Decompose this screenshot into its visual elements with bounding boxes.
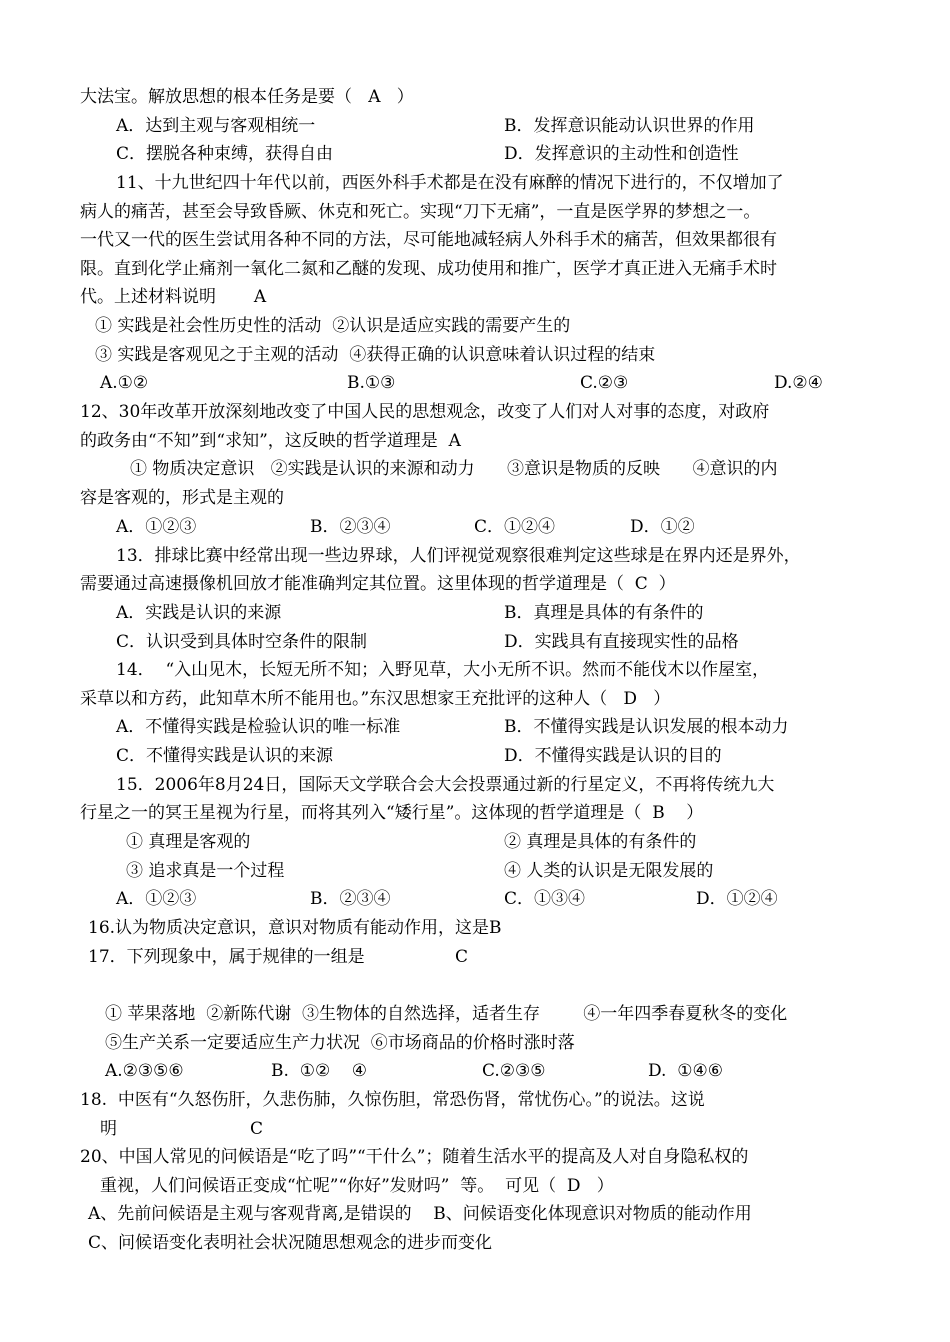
text-line: 限。直到化学止痛剂一氧化二氮和乙醚的发现、成功使用和推广，医学才真正进入无痛手术时 [80, 259, 777, 279]
text-line: 采草以和方药，此知草木所不能用也。”东汉思想家王充批评的这种人（ D ） [80, 689, 671, 709]
text-line: C．不懂得实践是认识的来源 [116, 746, 334, 766]
text-line: A.①② [100, 373, 149, 393]
text-line: D. ①④⑥ [648, 1061, 723, 1081]
text-line: D．不懂得实践是认识的目的 [504, 746, 722, 766]
text-line: 明 [100, 1119, 117, 1139]
text-line: A．①②③ [116, 517, 197, 537]
text-line: ① 苹果落地 ②新陈代谢 ③生物体的自然选择，适者生存 ④一年四季春夏秋冬的变化 [105, 1004, 788, 1024]
text-line: D．发挥意识的主动性和创造性 [504, 144, 739, 164]
text-line: A．不懂得实践是检验认识的唯一标准 [116, 717, 401, 737]
text-line: 18. 中医有“久怒伤肝，久悲伤肺，久惊伤胆，常恐伤肾，常忧伤心。”的说法。这说 [80, 1090, 705, 1110]
text-line: A．实践是认识的来源 [116, 603, 282, 623]
text-line: B. ①② ④ [271, 1061, 368, 1081]
text-line: A、先前问候语是主观与客观背离,是错误的 B、问候语变化体现意识对物质的能动作用 [88, 1204, 752, 1224]
text-line: ① 实践是社会性历史性的活动 ②认识是适应实践的需要产生的 [95, 316, 571, 336]
text-line: 11、十九世纪四十年代以前，西医外科手术都是在没有麻醉的情况下进行的，不仅增加了 [116, 173, 784, 193]
text-line: ① 物质决定意识 ②实践是认识的来源和动力 ③意识是物质的反映 ④意识的内 [130, 459, 778, 479]
text-line: C.②③⑤ [482, 1061, 546, 1081]
text-line: 病人的痛苦，甚至会导致昏厥、休克和死亡。实现“刀下无痛”，一直是医学界的梦想之一。 [80, 202, 761, 222]
text-line: B．不懂得实践是认识发展的根本动力 [504, 717, 789, 737]
text-line: C.②③ [580, 373, 629, 393]
text-line: 13．排球比赛中经常出现一些边界球，人们评视觉观察很难判定这些球是在界内还是界外， [116, 546, 801, 566]
text-line: C．摆脱各种束缚，获得自由 [116, 144, 334, 164]
text-line: D.②④ [774, 373, 823, 393]
text-line: 容是客观的，形式是主观的 [80, 488, 284, 508]
text-line: A.②③⑤⑥ [105, 1061, 184, 1081]
text-line: B．②③④ [310, 517, 391, 537]
text-line: C．认识受到具体时空条件的限制 [116, 632, 368, 652]
text-line: B．②③④ [310, 889, 391, 909]
text-line: 20、中国人常见的问候语是“吃了吗”“干什么”；随着生活水平的提高及人对自身隐私权的 [80, 1147, 749, 1167]
text-line: D．①②④ [696, 889, 778, 909]
text-line: B.①③ [347, 373, 396, 393]
text-line: C．①③④ [504, 889, 586, 909]
text-line: 一代又一代的医生尝试用各种不同的方法，尽可能地减轻病人外科手术的痛苦，但效果都很有 [80, 230, 777, 250]
text-line: A．达到主观与客观相统一 [116, 116, 316, 136]
text-line: 的政务由“不知”到“求知”，这反映的哲学道理是 A [80, 431, 461, 451]
text-line: 需要通过高速摄像机回放才能准确判定其位置。这里体现的哲学道理是（ C ） [80, 574, 676, 594]
text-line: C [455, 947, 469, 967]
text-line: D．实践具有直接现实性的品格 [504, 632, 739, 652]
text-line: 12、30年改革开放深刻地改变了中国人民的思想观念，改变了人们对人对事的态度，对政府 [80, 402, 770, 422]
text-line: 大法宝。解放思想的根本任务是要（ A ） [80, 87, 414, 107]
text-line: 17．下列现象中，属于规律的一组是 [88, 947, 365, 967]
text-line: ④ 人类的认识是无限发展的 [504, 861, 714, 881]
text-line: D．①② [630, 517, 695, 537]
text-line: ③ 追求真是一个过程 [126, 861, 285, 881]
text-line: 代。上述材料说明 A [80, 287, 267, 307]
text-line: 14． “入山见木，长短无所不知；入野见草，大小无所不识。然而不能伐木以作屋室， [116, 660, 770, 680]
text-line: 15．2006年8月24日，国际天文学联合会大会投票通过新的行星定义，不再将传统九大 [116, 775, 775, 795]
text-line: 行星之一的冥王星视为行星，而将其列入“矮行星”。这体现的哲学道理是（ B ） [80, 803, 704, 823]
text-line: B．发挥意识能动认识世界的作用 [504, 116, 755, 136]
text-line: A．①②③ [116, 889, 197, 909]
text-line: C [250, 1119, 264, 1139]
text-line: ③ 实践是客观见之于主观的活动 ④获得正确的认识意味着认识过程的结束 [95, 345, 656, 365]
text-line: C．①②④ [474, 517, 556, 537]
text-line: ① 真理是客观的 [126, 832, 251, 852]
text-line: B．真理是具体的有条件的 [504, 603, 704, 623]
text-line: 16.认为物质决定意识，意识对物质有能动作用，这是B [88, 918, 502, 938]
text-line: ② 真理是具体的有条件的 [504, 832, 697, 852]
text-line: C、问候语变化表明社会状况随思想观念的进步而变化 [88, 1233, 493, 1253]
text-line: 重视，人们问候语正变成“忙呢”“你好”发财吗” 等。 可见（ D ） [100, 1176, 614, 1196]
text-line: ⑤生产关系一定要适应生产力状况 ⑥市场商品的价格时涨时落 [105, 1033, 575, 1053]
